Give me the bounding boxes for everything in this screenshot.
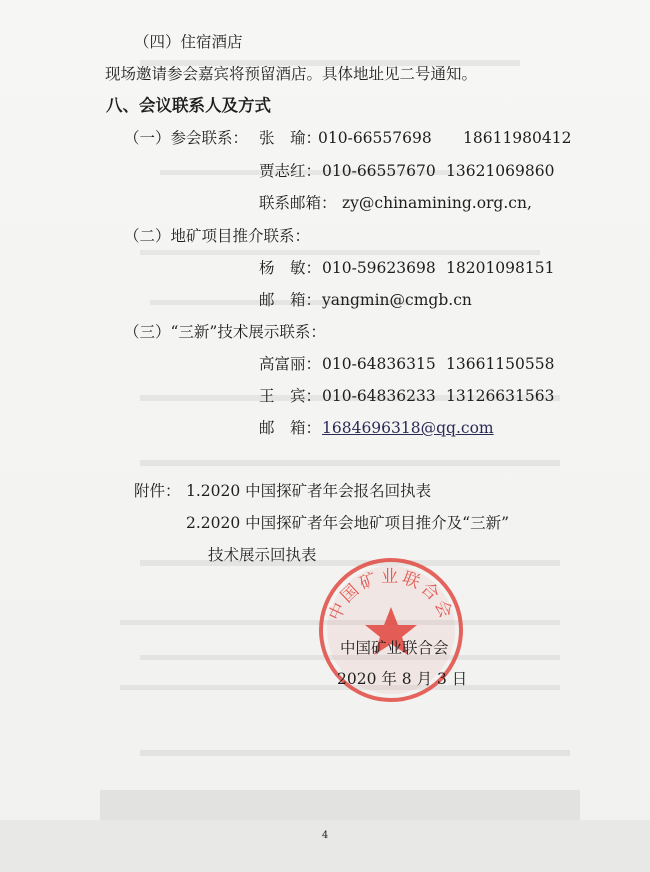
contact-phone: 010-64836315 xyxy=(322,355,436,373)
page-number: 4 xyxy=(321,830,329,841)
attendance-email-label: 联系邮箱： xyxy=(259,194,337,212)
geo-email-label: 邮 箱： xyxy=(259,291,322,309)
tech-email-link[interactable]: 1684696318@qq.com xyxy=(322,419,494,437)
tech-show-label: （三）“三新”技术展示联系： xyxy=(124,323,326,341)
contact-phone: 010-66557670 xyxy=(322,162,436,180)
svg-text:中国矿业联合会: 中国矿业联合会 xyxy=(325,567,457,624)
contact-phone: 010-59623698 xyxy=(322,259,436,277)
geo-email[interactable]: yangmin@cmgb.cn xyxy=(322,291,472,309)
attachments-label: 附件： xyxy=(134,482,181,500)
contact-mobile: 18611980412 xyxy=(463,129,572,147)
attendance-email[interactable]: zy@chinamining.org.cn, xyxy=(342,194,532,212)
attachment-item-1: 1.2020 中国探矿者年会报名回执表 xyxy=(186,482,432,500)
contact-mobile: 18201098151 xyxy=(446,259,555,277)
contact-phone: 010-66557698 xyxy=(318,129,432,147)
contact-name: 张 瑜： xyxy=(259,129,322,147)
contact-name: 贾志红： xyxy=(259,162,322,180)
contact-phone: 010-64836233 xyxy=(322,387,436,405)
contact-mobile: 13621069860 xyxy=(446,162,555,180)
attendance-label: （一）参会联系： xyxy=(124,129,249,147)
signature-org: 中国矿业联合会 xyxy=(340,639,449,657)
lodging-text: 现场邀请参会嘉宾将预留酒店。具体地址见二号通知。 xyxy=(105,65,478,83)
attachment-item-2: 2.2020 中国探矿者年会地矿项目推介及“三新” xyxy=(186,514,510,532)
signature-date: 2020 年 8 月 3 日 xyxy=(337,670,468,688)
contact-name: 高富丽： xyxy=(259,355,322,373)
contact-mobile: 13661150558 xyxy=(446,355,555,373)
lodging-heading: （四）住宿酒店 xyxy=(134,33,243,51)
tech-email-label: 邮 箱： xyxy=(259,419,322,437)
contact-section-title: 八、会议联系人及方式 xyxy=(106,96,271,115)
attachment-item-2-cont: 技术展示回执表 xyxy=(208,546,317,564)
contact-mobile: 13126631563 xyxy=(446,387,555,405)
geo-projects-label: （二）地矿项目推介联系： xyxy=(124,227,311,245)
contact-name: 杨 敏： xyxy=(259,259,322,277)
contact-name: 王 宾： xyxy=(259,387,322,405)
